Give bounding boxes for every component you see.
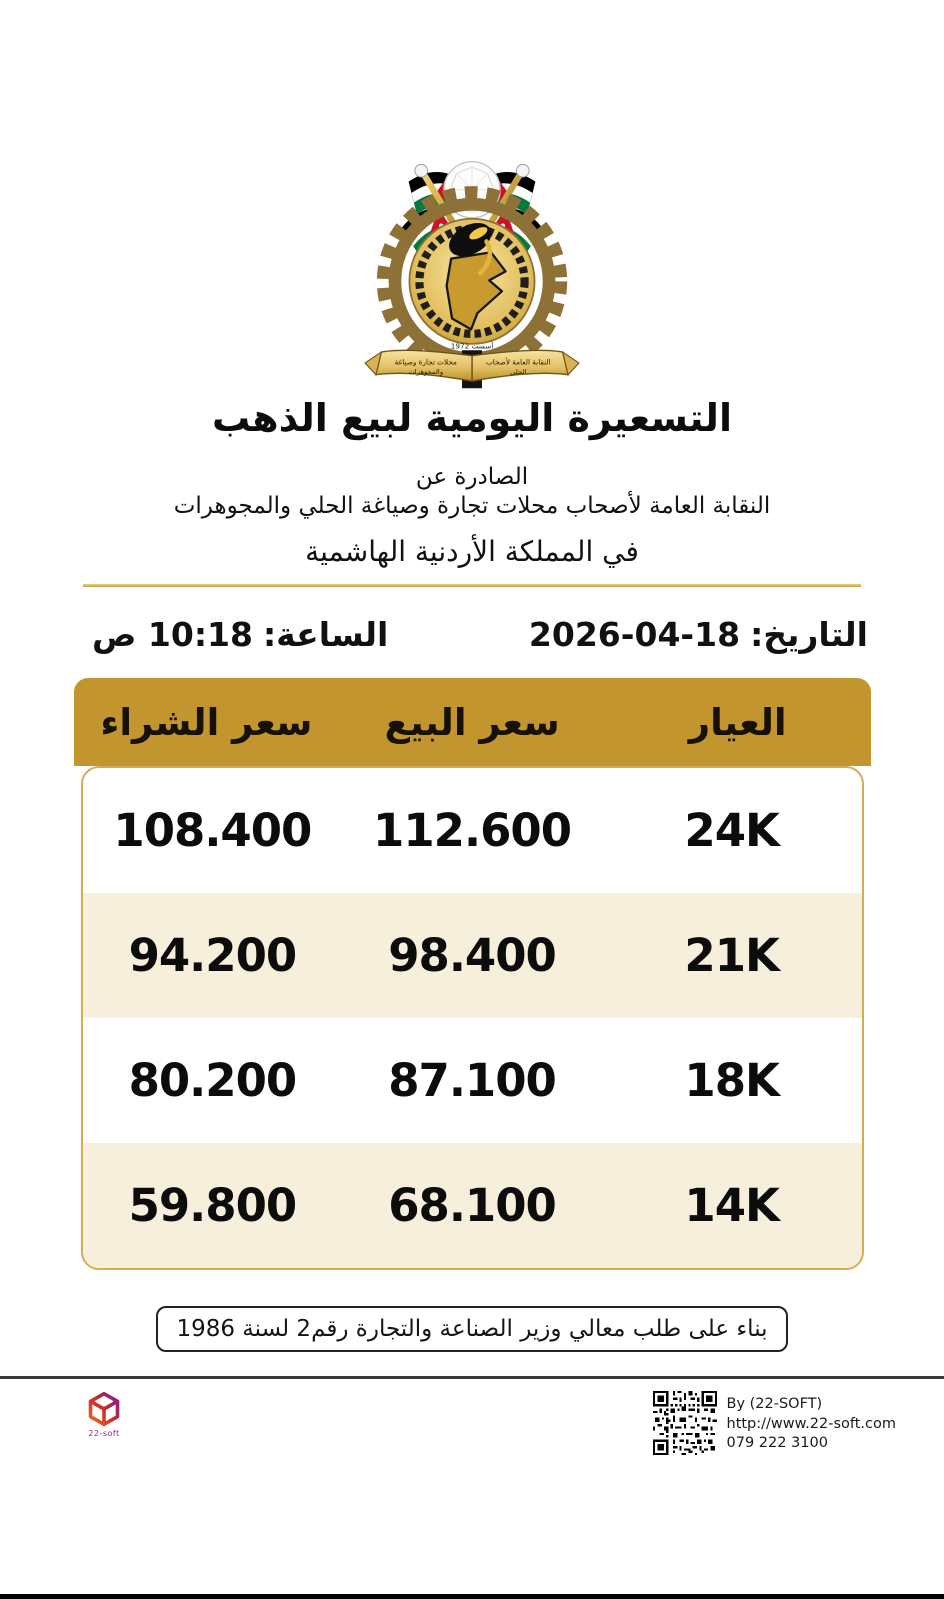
cell-sell: 87.100 [388, 1054, 556, 1107]
subtitle-issued-by: الصادرة عن [415, 464, 529, 490]
cell-karat: 14K [684, 1179, 779, 1232]
table-body [81, 766, 864, 1270]
banner-text-right-2: الحلي [510, 367, 527, 376]
time-value: 10:18 ص [92, 615, 253, 654]
table-row [83, 893, 862, 1018]
banner-text-right-1: النقابة العامة لأصحاب [485, 357, 551, 367]
vendor-phone: 079 222 3100 [726, 1435, 828, 1452]
vendor-text-block [727, 1391, 897, 1454]
vendor-logo-text: 22-soft [88, 1429, 120, 1438]
time-label: الساعة: [262, 615, 389, 654]
cube-logo-icon [86, 1391, 122, 1427]
note-box: بناء على طلب معالي وزير الصناعة والتجارة رقم2 لسنة 1986 [156, 1306, 787, 1352]
header-cell-sell: سعر البيع [384, 700, 560, 744]
date-item [519, 615, 868, 654]
emblem-container [0, 0, 944, 392]
cell-buy: 59.800 [128, 1179, 297, 1232]
qr-code-icon [653, 1391, 717, 1455]
cell-karat: 21K [684, 929, 779, 982]
subtitle-association-name: النقابة العامة لأصحاب محلات تجارة وصياغة الحلي والمجوهرات [173, 493, 771, 519]
header-cell-karat: العيار [688, 700, 787, 744]
syndicate-emblem-icon [336, 138, 608, 392]
cell-buy: 80.200 [128, 1054, 297, 1107]
vendor-brand: By (22-SOFT) [726, 1396, 823, 1412]
header-cell-buy: سعر الشراء [100, 700, 313, 744]
cell-buy: 108.400 [113, 804, 312, 857]
page-title: التسعيرة اليومية لبيع الذهب [212, 396, 732, 440]
table-row [83, 1143, 862, 1268]
cell-sell: 112.600 [373, 804, 572, 857]
price-table [74, 678, 871, 1270]
table-header-row [74, 678, 871, 766]
footer [0, 1379, 944, 1455]
cell-buy: 94.200 [128, 929, 297, 982]
banner-text-left-2: والمجوهرات [408, 367, 444, 376]
vendor-info [653, 1391, 897, 1455]
note-container [0, 1306, 944, 1352]
bottom-bar [0, 1594, 944, 1599]
cell-sell: 98.400 [388, 929, 556, 982]
cell-sell: 68.100 [388, 1179, 556, 1232]
table-row [83, 1018, 862, 1143]
datetime-row [82, 615, 868, 654]
date-label: التاريخ: [750, 615, 868, 654]
date-value: 18-04-2026 [528, 615, 741, 654]
banner-ribbon [365, 350, 579, 388]
vendor-logo [82, 1391, 126, 1438]
gold-divider [83, 584, 861, 587]
time-item [82, 615, 388, 654]
vendor-url: http://www.22-soft.com [726, 1415, 896, 1432]
subtitle-country: في المملكة الأردنية الهاشمية [305, 535, 639, 568]
cell-karat: 24K [684, 804, 779, 857]
cell-karat: 18K [684, 1054, 779, 1107]
established-text: أسست 1972 [450, 341, 494, 351]
banner-text-left-1: محلات تجارة وصياغة [394, 357, 457, 367]
table-row [83, 768, 862, 893]
